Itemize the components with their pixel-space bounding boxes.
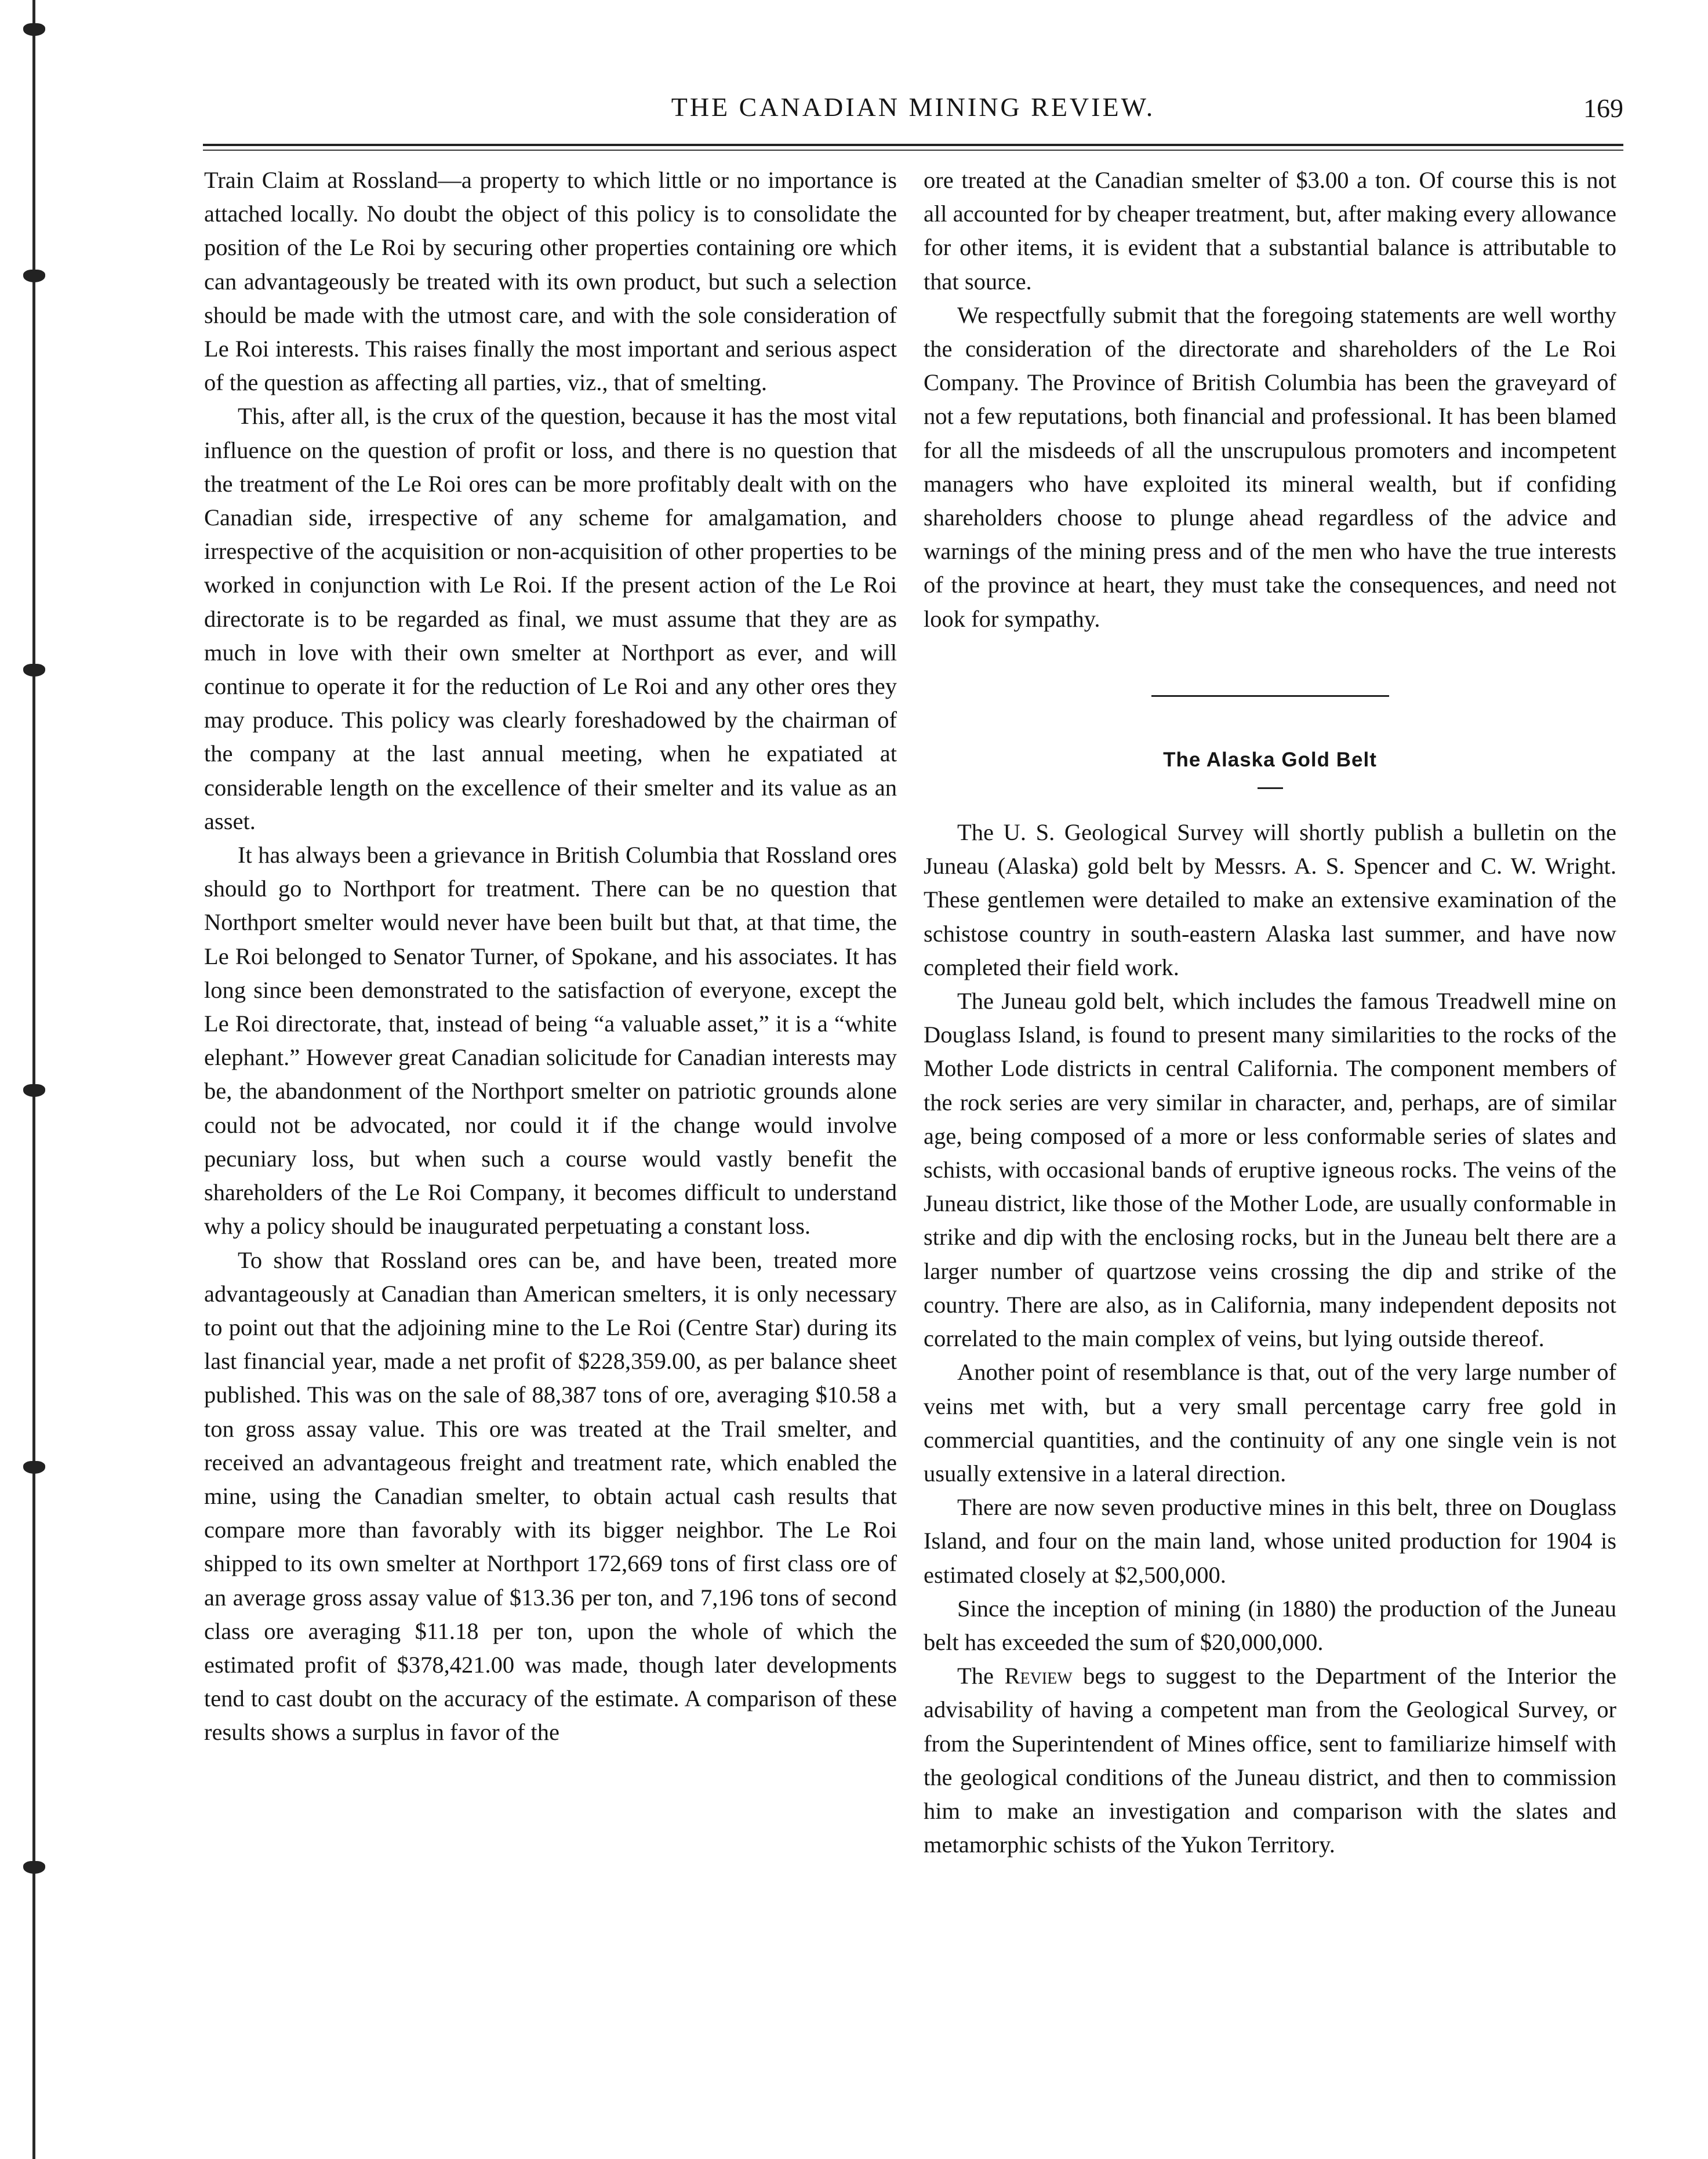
- paragraph: ore treated at the Canadian smelter of $3.00 a ton. Of course this is not all accounted for by cheaper treatment, but, after making every allowance for other items, it is evident that a substantial balance is attributable to that source.: [924, 167, 1616, 295]
- paragraph: To show that Rossland ores can be, and have been, treated more advantageously at Canadian than American smelters, it is only necessary to point out that the adjoining mine to the Le Roi (Centre Star) during its last financial year, made a net profit of $228,359.00, as per balance sheet published. This was on the sale of 88,387 tons of ore, averaging $10.58 a ton gross assay value. This ore was treated at the Trail smelter, and received an advantageous freight and treatment rate, which enabled the mine, using the Canadian smelter, to obtain actual cash results that compare more than favorably with its bigger neighbor. The Le Roi shipped to its own smelter at Northport 172,669 tons of first class ore of an average gross assay value of $13.36 per ton, and 7,196 tons of second class ore averaging $11.18 per ton, upon the whole of which the estimated profit of $378,421.00 was made, though later developments tend to cast doubt on the accuracy of the estimate. A comparison of these results shows a surplus in favor of the: [204, 1246, 897, 1746]
- paragraph-start: The: [957, 1663, 994, 1689]
- title-dash: [1258, 787, 1283, 789]
- binding-mark: [23, 270, 45, 282]
- review-smallcaps: Review: [1004, 1663, 1073, 1689]
- header-rule-thin: [203, 150, 1623, 151]
- paragraph-rest: begs to suggest to the Department of the Interior the advisability of having a competent man from the Geological Survey, or from the Superintendent of Mines office, sent to familiarize himself with the geological conditions of the Juneau district, and then to commission him to make an investigation and comparison with the slates and metamorphic schists of the Yukon Territory.: [924, 1663, 1616, 1858]
- binding-edge: [32, 0, 35, 2159]
- page-number: 169: [1583, 93, 1623, 123]
- paragraph: Train Claim at Rossland—a property to which little or no importance is attached locally. No doubt the object of this policy is to consolidate the position of the Le Roi by securing other properties containing ore which can advantageously be treated with its own product, but such a selection should be made with the utmost care, and with the sole consideration of Le Roi interests. This raises finally the most important and serious aspect of the question as affecting all parties, viz., that of smelting.: [204, 167, 897, 396]
- paragraph: Another point of resemblance is that, out of the very large number of veins met with, but a very small percentage carry free gold in commercial quantities, and the continuity of any one single vein is not usually extensive in a lateral direction.: [924, 1359, 1616, 1486]
- paragraph: [924, 1659, 1616, 1862]
- running-head: THE CANADIAN MINING REVIEW.: [671, 92, 1155, 122]
- paragraph: It has always been a grievance in British Columbia that Rossland ores should go to Northport for treatment. There can be no question that Northport smelter would never have been built but that, at that time, the Le Roi belonged to Senator Turner, of Spokane, and his associates. It has long since been demonstrated to the satisfaction of everyone, except the Le Roi directorate, that, instead of being “a valuable asset,” it is a “white elephant.” However great Canadian solicitude for Canadian interests may be, the abandonment of the Northport smelter on patriotic grounds alone could not be advocated, nor could it if the change would involve pecuniary loss, but when such a course would vastly benefit the shareholders of the Le Roi Company, it becomes difficult to understand why a policy should be inaugurated perpetuating a constant loss.: [204, 842, 897, 1240]
- left-column: [204, 163, 897, 2129]
- header-rule: [203, 144, 1623, 146]
- paragraph: This, after all, is the crux of the question, because it has the most vital influence on the question of profit or loss, and there is no question that the treatment of the Le Roi ores can be more profitably dealt with on the Canadian side, irrespective of any scheme for amalgamation, and irrespective of the acquisition or non-acquisition of other properties to be worked in conjunction with Le Roi. If the present action of the Le Roi directorate is to be regarded as final, we must assume that they are as much in love with their own smelter at Northport as ever, and will continue to operate it for the reduction of Le Roi and any other ores they may produce. This policy was clearly foreshadowed by the chairman of the company at the last annual meeting, when he expatiated at considerable length on the excellence of their smelter and its value as an asset.: [204, 403, 897, 834]
- section-title: The Alaska Gold Belt: [1163, 748, 1377, 771]
- binding-mark: [23, 23, 45, 36]
- page-header: [203, 92, 1623, 144]
- paragraph: Since the inception of mining (in 1880) the production of the Juneau belt has exceeded the sum of $20,000,000.: [924, 1595, 1616, 1655]
- binding-mark: [23, 1084, 45, 1097]
- binding-mark: [23, 664, 45, 677]
- paragraph: There are now seven productive mines in this belt, three on Douglass Island, and four on the main land, whose united production for 1904 is estimated closely at $2,500,000.: [924, 1494, 1616, 1588]
- paragraph: The U. S. Geological Survey will shortly publish a bulletin on the Juneau (Alaska) gold belt by Messrs. A. S. Spencer and C. W. Wright. These gentlemen were detailed to make an extensive examination of the schistose country in south-eastern Alaska last summer, and have now completed their field work.: [924, 819, 1616, 980]
- binding-mark: [23, 1861, 45, 1874]
- binding-mark: [23, 1461, 45, 1474]
- section-divider: [1151, 695, 1389, 697]
- right-column: [924, 163, 1616, 2129]
- paragraph: We respectfully submit that the foregoing statements are well worthy the consideration of the directorate and shareholders of the Le Roi Company. The Province of British Columbia has been the graveyard of not a few reputations, both financial and professional. It has been blamed for all the misdeeds of all the unscrupulous promoters and incompetent managers who have exploited its mineral wealth, but if confiding shareholders choose to plunge ahead regardless of the advice and warnings of the mining press and of the men who have the true interests of the province at heart, they must take the consequences, and need not look for sympathy.: [924, 301, 1616, 632]
- paragraph: The Juneau gold belt, which includes the famous Treadwell mine on Douglass Island, is found to present many similarities to the rocks of the Mother Lode districts in central California. The component members of the rock series are very similar in character, and, perhaps, are of similar age, being composed of a more or less conformable series of slates and schists, with occasional bands of eruptive igneous rocks. The veins of the Juneau district, like those of the Mother Lode, are usually conformable in strike and dip with the enclosing rocks, but in the Juneau belt there are a larger number of quartzose veins crossing the dip and strike of the country. There are also, as in California, many independent deposits not correlated to the main complex of veins, but lying outside thereof.: [924, 988, 1616, 1352]
